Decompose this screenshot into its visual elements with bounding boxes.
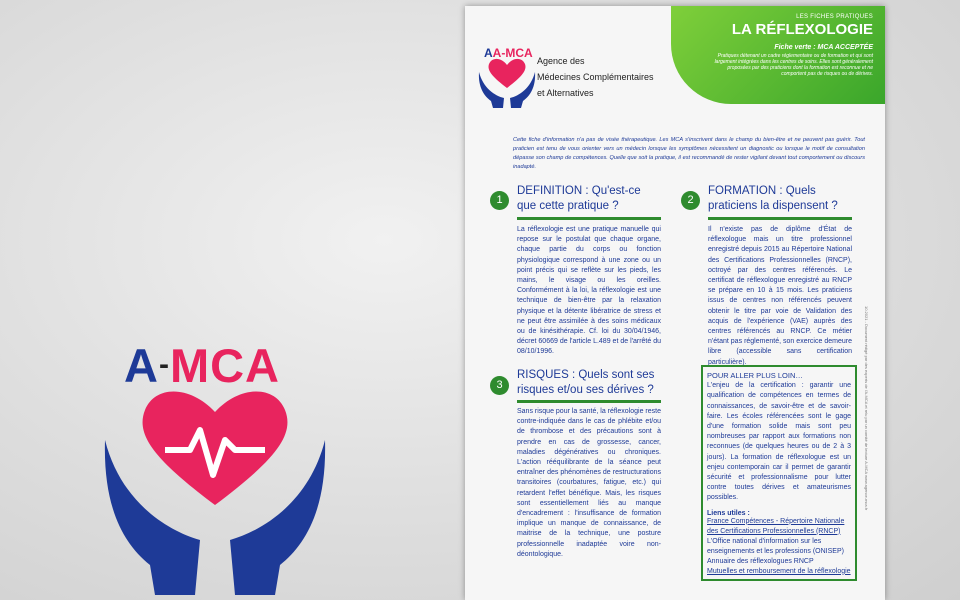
section-2-title: FORMATION : Quels praticiens la dispensent ? bbox=[708, 185, 838, 212]
header-banner bbox=[671, 6, 885, 104]
section-2-number: 2 bbox=[681, 191, 700, 210]
heart-hands-logo-icon bbox=[95, 340, 335, 600]
box-body: L'enjeu de la certification : garantir une qualification de compétences en termes de connaissances, de savoir-être et de savoir-faire. Les écoles référencées sont le gage d'une formation solide mais sont peu nombreuses par rapport aux formations non reconnues (de quelques heures ou de 2 à 3 jours). La formation de réflexologue est un enjeu contemporain car il permet de garantir sécurité et professionnalisme pour lutter contre toutes dérives et amateurismes possibles. bbox=[707, 382, 851, 502]
brand-a: A bbox=[124, 339, 159, 392]
section-1-body: La réflexologie est une pratique manuelle qui repose sur le postulat que chaque organe, chaque partie du corps ou fonction physiologique correspond à une zone ou un point précis qui se reflète sur les pieds, les mains, le visage ou les oreilles. Conformément à la loi, la réflexologie est une technique de bien-être par la relaxation physique et la détente libératrice de stress et ne peut être assimilée à des soins médicaux ou de kinésithérapie. Cf. loi du 30/04/1946, décret 60669 de l'article L.489 et de l'arrêté du 08/10/1996. bbox=[517, 226, 661, 356]
section-2-body: Il n'existe pas de diplôme d'État de réflexologue mais un titre professionnel enregistré depuis 2015 au Répertoire National des Certifications Professionnelles (RNCP), octroyé par des centres référencés. Le certificat de réflexologue enregistré au RNCP se prépare en 10 à 15 mois. Les praticiens issus de centres non référencés peuvent obtenir le titre par voie de Validation des acquis de l'expérience (VAE) auprès des centres référencés au RNCP. Ce métier n'étant pas réglementé, son exercice demeure libre (accessible sans certification particulière). bbox=[708, 226, 852, 366]
sheet-title: LA RÉFLEXOLOGIE bbox=[731, 21, 873, 38]
link-annuaire[interactable]: Annuaire des réflexologues RNCP bbox=[707, 557, 814, 565]
banner-description: Pratiques détenant un cadre réglementaire ou de formation et qui sont largement intégrées dans les centres de soins. Elles sont généralement proposées par des praticiens dont la formation est reconnue et ne comportent pas de risques ou de dérives. bbox=[714, 53, 873, 77]
link-mutuelles[interactable]: Mutuelles et remboursement de la réflexologie bbox=[707, 567, 851, 575]
brand-dash: - bbox=[158, 348, 170, 381]
section-1-rule bbox=[517, 217, 661, 220]
link-onisep[interactable]: L'Office national d'information sur les enseignements et les professions (ONISEP) bbox=[707, 537, 844, 555]
intro-paragraph: Cette fiche d'information n'a pas de visée thérapeutique. Les MCA s'inscrivent dans le champ du bien-être et ne peuvent pas guérir. Tout praticien est tenu de vous orienter vers un médecin lorsque les symptômes nécessitent un diagnostic ou lorsque le motif de consultation dépasse son champ de compétences. Quelle que soit la pratique, il est recommandé de rester vigilant devant tout comportement ou discours inadapté. bbox=[513, 137, 865, 170]
agency-name: Agence des Médecines Complémentaires et Alternatives bbox=[537, 56, 654, 98]
section-3-number: 3 bbox=[490, 376, 509, 395]
box-title: POUR ALLER PLUS LOIN… bbox=[707, 371, 803, 380]
banner-kicker: LES FICHES PRATIQUES bbox=[796, 14, 873, 20]
section-3-body: Sans risque pour la santé, la réflexologie reste contre-indiquée dans le cas de phlébite et/ou de thrombose et des précautions sont à prendre en cas de grossesse, cancer, maladies dégénératives ou chroniques. L'action rééquilibrante de la séance peut entraîner des phénomènes de restructurations transitoires (courbatures, fatigue, etc.) qui retardent l'effet bénéfique. Mais, les risques sont essentiellement liés au manque d'encadrement : l'insuffisance de formation implique un manque de connaissance, de maitrise de la technique, une posture professionnelle inadaptée voire non-déontologique. bbox=[517, 408, 661, 558]
small-logo-text: AA-MCA bbox=[484, 46, 533, 60]
section-2-rule bbox=[708, 217, 852, 220]
brand-mca: MCA bbox=[169, 339, 280, 392]
further-info-box bbox=[701, 365, 857, 581]
section-1-number: 1 bbox=[490, 191, 509, 210]
section-3-rule bbox=[517, 400, 661, 403]
link-france-competences[interactable]: France Compétences - Répertoire Nationale des Certifications Professionnelles (RNCP) bbox=[707, 517, 845, 535]
info-sheet bbox=[465, 6, 885, 600]
section-3-title: RISQUES : Quels sont ses risques et/ou ses dérives ? bbox=[517, 369, 655, 396]
banner-subtitle: Fiche verte : MCA ACCEPTÉE bbox=[774, 44, 873, 51]
section-1-title: DEFINITION : Qu'est-ce que cette pratique ? bbox=[517, 185, 641, 212]
side-footer: 10.2021 - Document rédigé par des experts de l'A-MCA et relu par un comité de lecture A-MCA www.agence-mca.fr bbox=[864, 306, 869, 511]
links-heading: Liens utiles : bbox=[707, 509, 750, 517]
